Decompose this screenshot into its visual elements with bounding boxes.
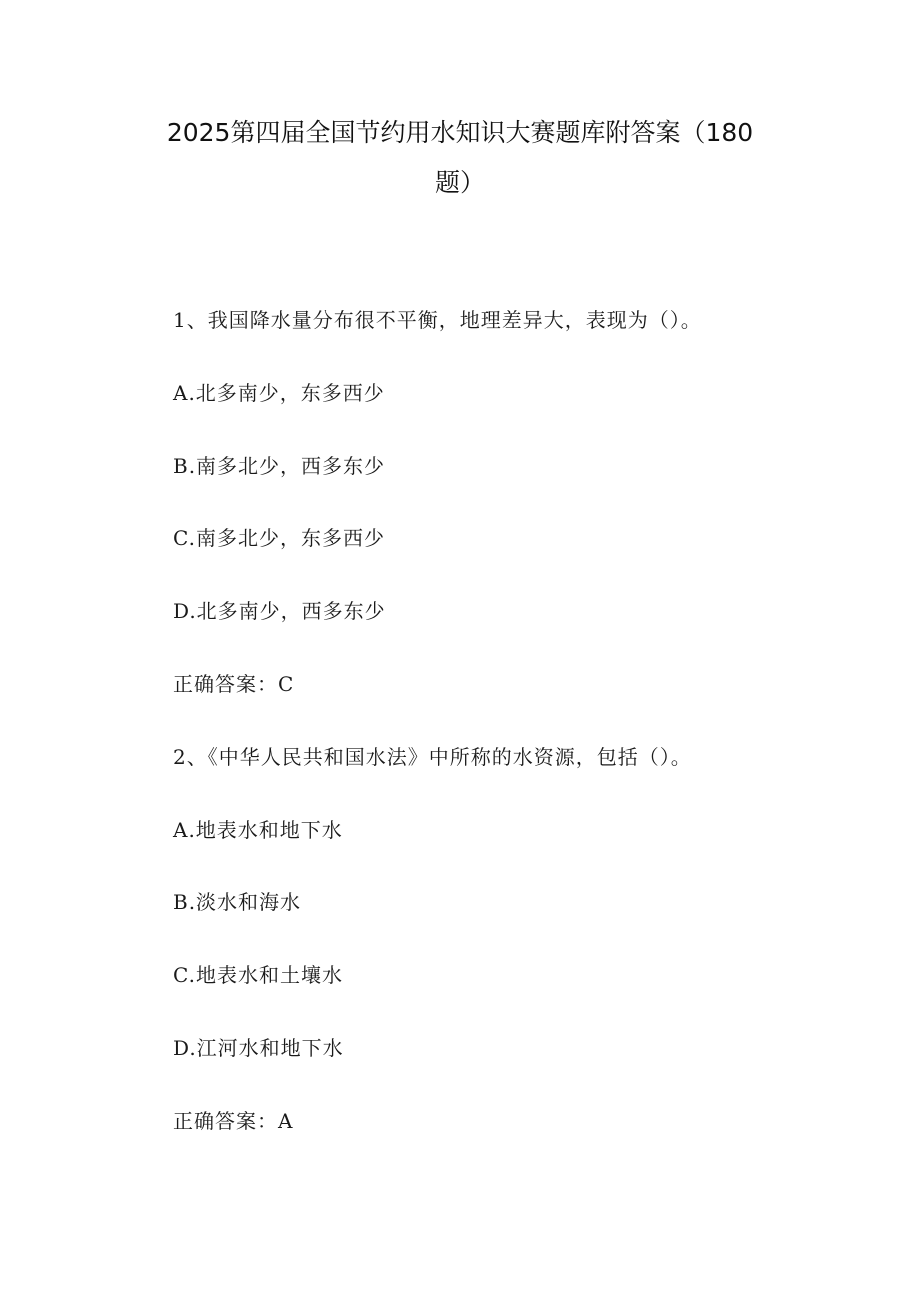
question-1-option-d: D.北多南少，西多东少 bbox=[173, 599, 386, 624]
question-1-option-b: B.南多北少，西多东少 bbox=[173, 453, 386, 478]
question-1-option-a: A.北多南少，东多西少 bbox=[173, 380, 385, 405]
question-2-option-c: C.地表水和土壤水 bbox=[173, 963, 343, 988]
document-title bbox=[0, 108, 920, 208]
question-1-option-c: C.南多北少，东多西少 bbox=[173, 526, 385, 551]
question-2-option-a: A.地表水和地下水 bbox=[173, 817, 343, 842]
question-list bbox=[173, 300, 793, 1174]
question-1-answer: 正确答案：C bbox=[173, 671, 295, 696]
question-2-stem: 2、《中华人民共和国水法》中所称的水资源，包括（）。 bbox=[173, 744, 692, 769]
question-2-option-d: D.江河水和地下水 bbox=[173, 1035, 344, 1060]
question-2-option-b: B.淡水和海水 bbox=[173, 890, 302, 915]
question-1-stem: 1、我国降水量分布很不平衡，地理差异大，表现为（）。 bbox=[173, 308, 702, 332]
question-2-answer: 正确答案：A bbox=[173, 1108, 294, 1133]
title-line-2: 题） bbox=[434, 168, 485, 197]
title-line-1: 2025第四届全国节约用水知识大赛题库附答案（180 bbox=[166, 118, 754, 147]
